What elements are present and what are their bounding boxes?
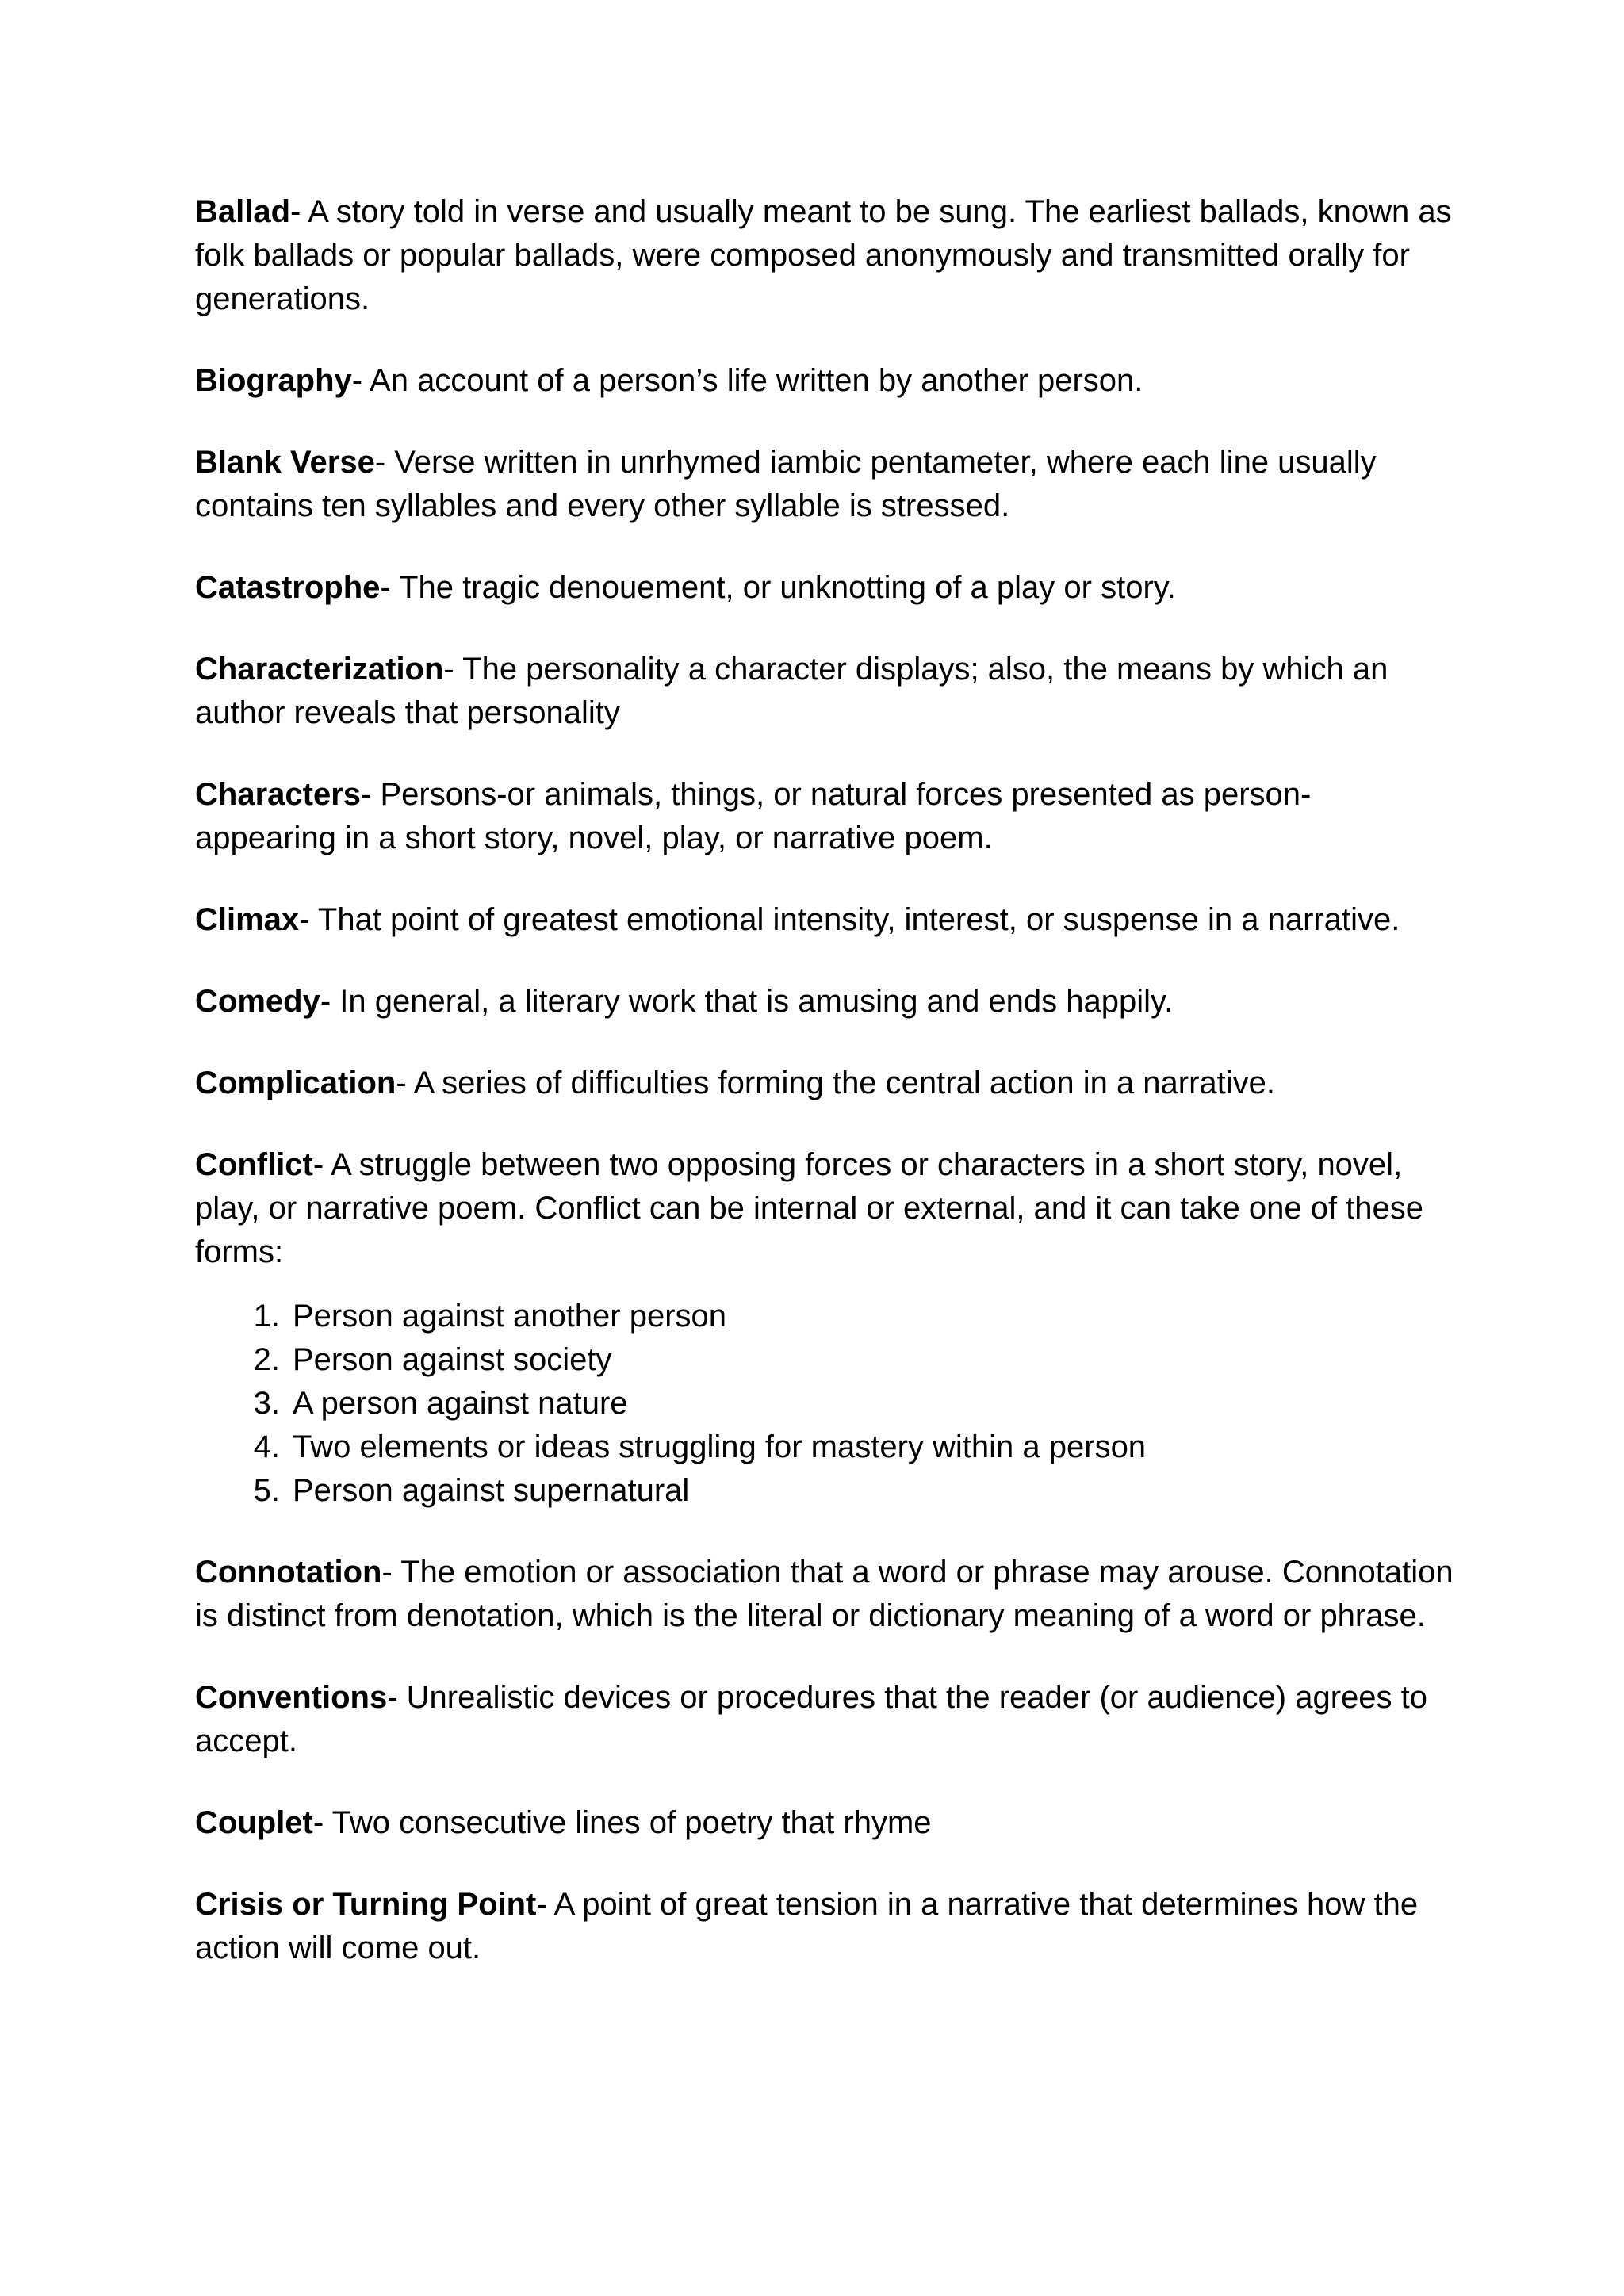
term-connotation: Connotation — [195, 1555, 382, 1590]
term-conflict: Conflict — [195, 1147, 313, 1182]
list-number: 3. — [253, 1386, 280, 1421]
term-complication: Complication — [195, 1066, 396, 1100]
definition-complication: - A series of difficulties forming the central action in a narrative. — [396, 1066, 1276, 1100]
term-biography: Biography — [195, 363, 352, 398]
entry-connotation — [195, 1551, 1456, 1638]
entry-characters — [195, 773, 1456, 860]
term-ballad: Ballad — [195, 194, 291, 229]
entry-comedy — [195, 980, 1456, 1024]
term-blank-verse: Blank Verse — [195, 445, 375, 480]
definition-couplet: - Two consecutive lines of poetry that rhyme — [312, 1805, 932, 1840]
list-number: 1. — [253, 1299, 280, 1334]
term-characterization: Characterization — [195, 652, 444, 687]
list-text: Two elements or ideas struggling for mastery within a person — [293, 1429, 1147, 1464]
entry-couplet — [195, 1801, 1456, 1845]
entry-climax — [195, 898, 1456, 942]
definition-crisis-or-turning-point: - A point of great tension in a narrative that determines how the action will come out. — [195, 1887, 1419, 1965]
list-item — [195, 1382, 1456, 1425]
term-catastrophe: Catastrophe — [195, 570, 381, 605]
entry-crisis-or-turning-point — [195, 1883, 1456, 1970]
definition-connotation: - The emotion or association that a word or phrase may arouse. Connotation is distinct from denotation, which is the literal or dictionary meaning of a word or phrase. — [195, 1555, 1454, 1633]
entry-biography — [195, 359, 1456, 403]
term-comedy: Comedy — [195, 984, 320, 1019]
term-characters: Characters — [195, 777, 362, 812]
definition-biography: - An account of a person’s life written by another person. — [351, 363, 1143, 398]
entry-blank-verse — [195, 441, 1456, 528]
definition-characterization: - The personality a character displays; also, the means by which an author reveals that personality — [195, 652, 1388, 730]
entry-conventions — [195, 1676, 1456, 1763]
term-couplet: Couplet — [195, 1805, 313, 1840]
definition-catastrophe: - The tragic denouement, or unknotting of a play or story. — [380, 570, 1176, 605]
definition-conflict: - A struggle between two opposing forces or characters in a short story, novel, play, or narrative poem. Conflict can be internal or external, and it can take one of these forms: — [195, 1147, 1424, 1269]
list-item — [195, 1338, 1456, 1382]
definition-blank-verse: - Verse written in unrhymed iambic pentameter, where each line usually contains ten syllables and every other syllable is stressed. — [195, 445, 1377, 523]
entry-catastrophe — [195, 566, 1456, 610]
list-number: 5. — [253, 1473, 280, 1508]
glossary-page — [195, 190, 1456, 2008]
definition-conventions: - Unrealistic devices or procedures that the reader (or audience) agrees to accept. — [195, 1680, 1428, 1758]
entry-conflict — [195, 1143, 1456, 1274]
entry-ballad — [195, 190, 1456, 321]
term-climax: Climax — [195, 902, 300, 937]
conflict-forms-list — [195, 1295, 1456, 1513]
term-crisis-or-turning-point: Crisis or Turning Point — [195, 1887, 537, 1922]
list-number: 4. — [253, 1429, 280, 1464]
list-text: A person against nature — [293, 1386, 628, 1421]
list-item — [195, 1469, 1456, 1513]
definition-ballad: - A story told in verse and usually meant to be sung. The earliest ballads, known as folk ballads or popular ballads, were composed anonymously and transmitted orally for generations. — [195, 194, 1452, 316]
list-item — [195, 1425, 1456, 1469]
list-item — [195, 1295, 1456, 1338]
definition-climax: - That point of greatest emotional intensity, interest, or suspense in a narrative. — [299, 902, 1400, 937]
definition-characters: - Persons-or animals, things, or natural forces presented as person- appearing in a short story, novel, play, or narrative poem. — [195, 777, 1312, 855]
list-number: 2. — [253, 1342, 280, 1377]
list-text: Person against another person — [293, 1299, 727, 1334]
list-text: Person against society — [293, 1342, 612, 1377]
definition-comedy: - In general, a literary work that is amusing and ends happily. — [320, 984, 1174, 1019]
entry-complication — [195, 1062, 1456, 1105]
term-conventions: Conventions — [195, 1680, 388, 1715]
list-text: Person against supernatural — [293, 1473, 690, 1508]
entry-characterization — [195, 648, 1456, 735]
